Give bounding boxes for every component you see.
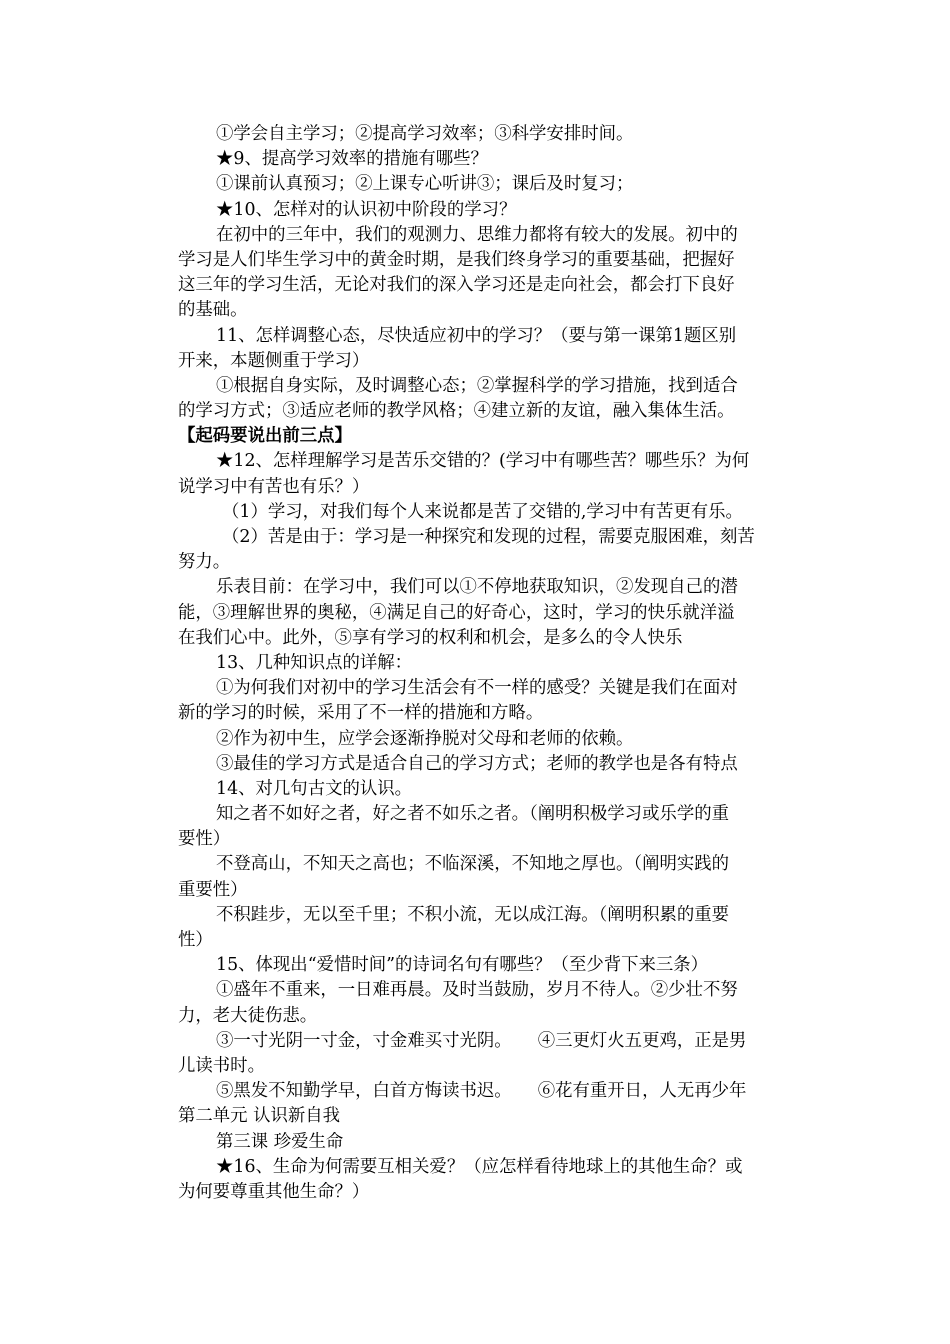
text-line: 15、体现出“爱惜时间”的诗词名句有哪些？（至少背下来三条） bbox=[216, 955, 709, 976]
text-line: 不登高山，不知天之高也；不临深溪，不知地之厚也。（阐明实践的 bbox=[216, 854, 730, 875]
text-line: ①为何我们对初中的学习生活会有不一样的感受？关键是我们在面对 bbox=[216, 678, 738, 699]
text-line: ②作为初中生，应学会逐渐挣脱对父母和老师的依赖。 bbox=[216, 728, 634, 749]
text-line: 努力。 bbox=[178, 552, 231, 573]
text-line: 在初中的三年中，我们的观测力、思维力都将有较大的发展。初中的 bbox=[216, 224, 738, 245]
text-line: 13、几种知识点的详解： bbox=[216, 652, 413, 673]
text-line: ★16、生命为何需要互相关爱？（应怎样看待地球上的其他生命？或 bbox=[216, 1156, 743, 1177]
text-line: 重要性） bbox=[178, 879, 248, 900]
text-line: ①学会自主学习；②提高学习效率；③科学安排时间。 bbox=[216, 124, 634, 144]
text-line: 性） bbox=[178, 930, 213, 950]
text-line: ⑤黑发不知勤学早，白首方悔读书迟。 ⑥花有重开日，人无再少年 bbox=[216, 1081, 747, 1102]
text-line: 能，③理解世界的奥秘，④满足自己的好奇心，这时，学习的快乐就洋溢 bbox=[178, 602, 735, 623]
text-line: 力，老大徒伤悲。 bbox=[178, 1005, 318, 1026]
text-line: ①课前认真预习；②上课专心听讲③；课后及时复习； bbox=[216, 174, 634, 195]
text-line: ★12、怎样理解学习是苦乐交错的？(学习中有哪些苦？哪些乐？为何 bbox=[216, 451, 750, 472]
text-line: 开来，本题侧重于学习） bbox=[178, 350, 370, 371]
text-line: 儿读书时。 bbox=[178, 1055, 265, 1076]
text-line: ①盛年不重来，一日难再晨。及时当鼓励，岁月不待人。②少壮不努 bbox=[216, 980, 738, 1001]
text-line: ★10、怎样对的认识初中阶段的学习？ bbox=[216, 199, 517, 220]
text-line: ★9、提高学习效率的措施有哪些？ bbox=[216, 149, 488, 170]
text-line: 为何要尊重其他生命？） bbox=[178, 1181, 370, 1202]
text-line: ③一寸光阴一寸金，寸金难买寸光阴。 ④三更灯火五更鸡，正是男 bbox=[216, 1030, 747, 1051]
text-line: ③最佳的学习方式是适合自己的学习方式；老师的教学也是各有特点 bbox=[216, 753, 738, 774]
text-line: 学习是人们毕生学习中的黄金时期，是我们终身学习的重要基础，把握好 bbox=[178, 249, 735, 270]
text-line: 11、怎样调整心态，尽快适应初中的学习？（要与第一课第1题区别 bbox=[216, 325, 737, 346]
document-body bbox=[178, 122, 808, 1205]
text-line: 第二单元 认识新自我 bbox=[178, 1106, 341, 1127]
text-line: 知之者不如好之者，好之者不如乐之者。（阐明积极学习或乐学的重 bbox=[216, 804, 730, 825]
text-line: 新的学习的时候，采用了不一样的措施和方略。 bbox=[178, 703, 544, 724]
text-line: （2）苦是由于：学习是一种探究和发现的过程，需要克服困难，刻苦 bbox=[222, 527, 755, 547]
text-line: 的基础。 bbox=[178, 300, 248, 321]
text-line: 【起码要说出前三点】 bbox=[178, 426, 352, 447]
text-line: 第三课 珍爱生命 bbox=[216, 1131, 344, 1152]
text-line: 说学习中有苦也有乐？） bbox=[178, 476, 370, 497]
text-line: 这三年的学习生活，无论对我们的深入学习还是走向社会，都会打下良好 bbox=[178, 275, 735, 296]
text-line: 14、对几句古文的认识。 bbox=[216, 778, 413, 799]
text-line: ①根据自身实际，及时调整心态；②掌握科学的学习措施，找到适合 bbox=[216, 375, 738, 396]
text-line: 不积跬步，无以至千里；不积小流，无以成江海。（阐明积累的重要 bbox=[216, 904, 730, 925]
text-line: 乐表目前：在学习中，我们可以①不停地获取知识，②发现自己的潜 bbox=[216, 577, 738, 598]
text-line: （1）学习，对我们每个人来说都是苦了交错的,学习中有苦更有乐。 bbox=[222, 501, 743, 522]
text-line: 的学习方式；③适应老师的教学风格；④建立新的友谊，融入集体生活。 bbox=[178, 401, 735, 422]
text-line: 要性） bbox=[178, 829, 231, 850]
text-line: 在我们心中。此外，⑤享有学习的权利和机会，是多么的令人快乐 bbox=[178, 627, 683, 648]
